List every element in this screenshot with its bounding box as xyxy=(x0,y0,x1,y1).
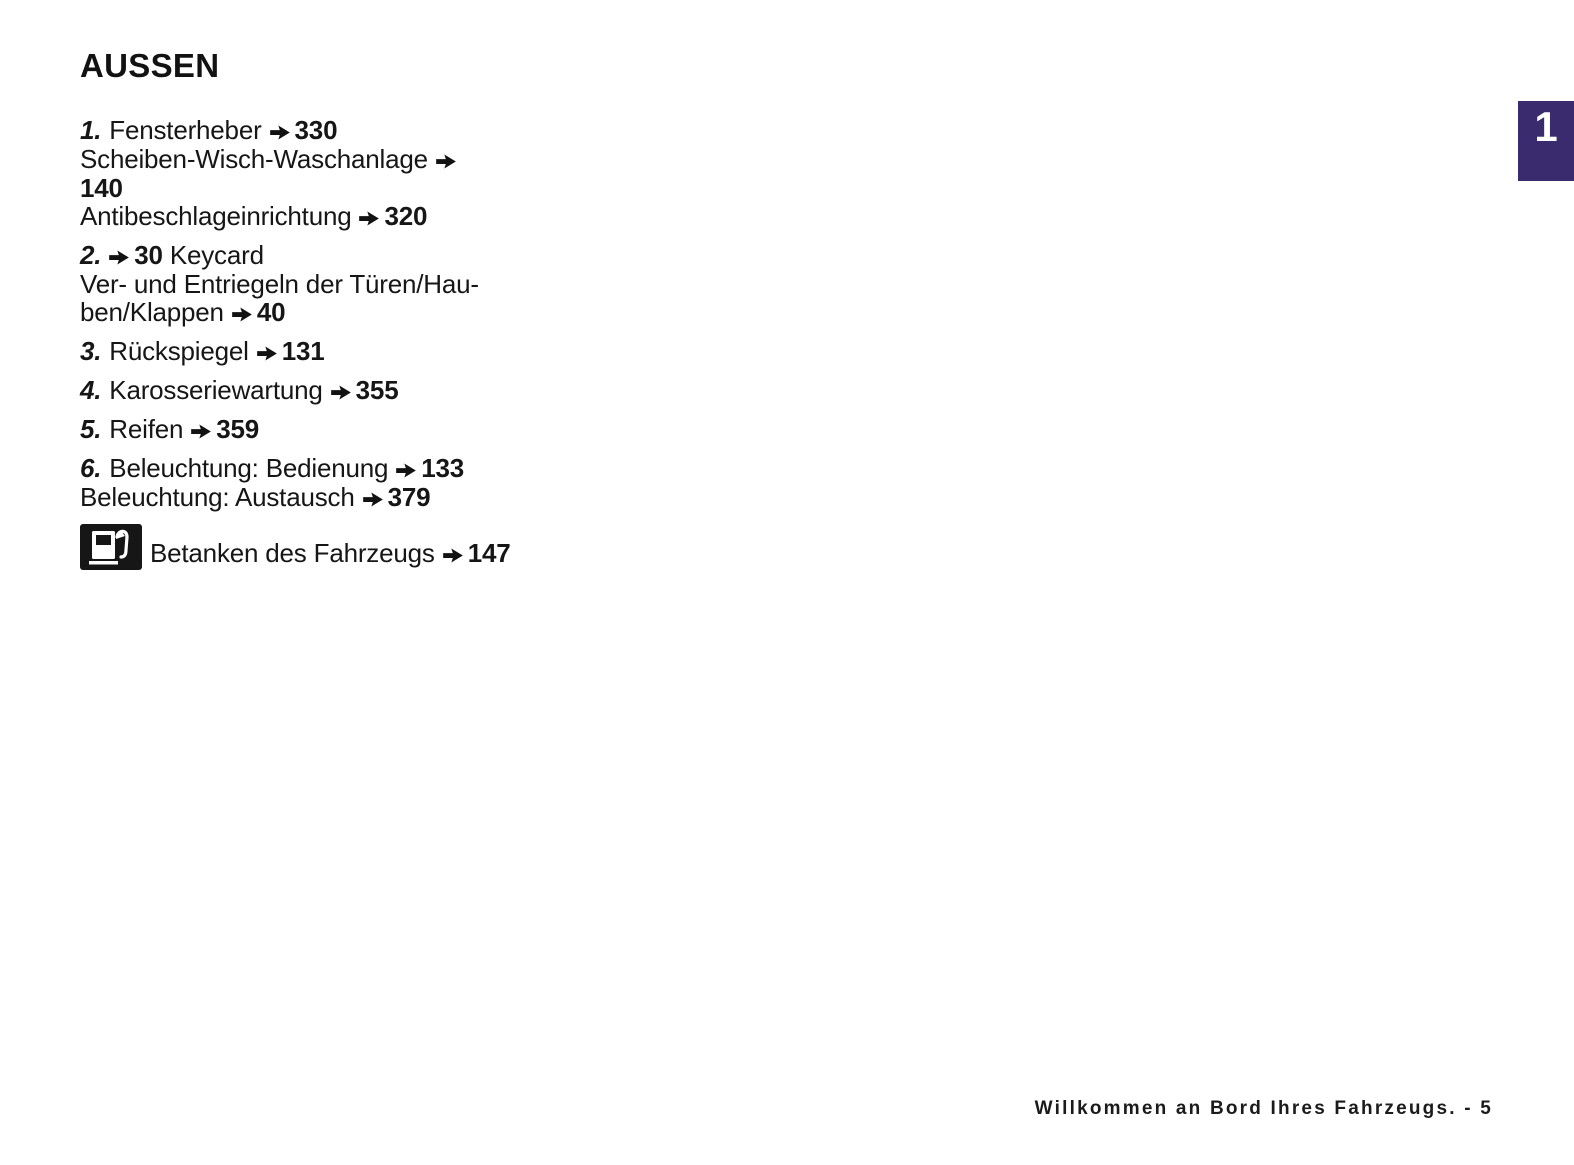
list-line xyxy=(80,376,600,405)
fuel-pump-icon xyxy=(80,524,142,570)
arrow-right-icon xyxy=(443,540,463,568)
item-text: Reifen xyxy=(109,414,184,444)
fuel-text xyxy=(150,539,510,570)
item-text: Scheiben-Wisch-Waschanlage xyxy=(80,144,428,174)
item-text: Rückspiegel xyxy=(109,336,249,366)
list-item xyxy=(80,241,600,327)
arrow-right-icon xyxy=(331,377,351,405)
page-ref: 355 xyxy=(355,375,399,405)
page-ref: 140 xyxy=(80,173,123,203)
item-number: 5. xyxy=(80,414,102,444)
item-list xyxy=(80,116,600,512)
page-ref: 133 xyxy=(421,453,465,483)
item-text: Ver- und Entriegeln der Türen/Hau- xyxy=(80,269,479,299)
list-line xyxy=(80,241,600,270)
list-line xyxy=(80,145,600,174)
list-item xyxy=(80,454,600,512)
fuel-row xyxy=(80,524,600,570)
arrow-right-icon xyxy=(396,455,416,483)
item-number: 6. xyxy=(80,453,102,483)
item-text: Beleuchtung: Austausch xyxy=(80,482,355,512)
list-line xyxy=(80,202,600,231)
page-ref: 320 xyxy=(384,201,428,231)
footer-text: Willkommen an Bord Ihres Fahrzeugs. - 5 xyxy=(1034,1098,1493,1119)
list-line xyxy=(80,270,600,298)
list-line xyxy=(80,174,600,202)
page-footer xyxy=(1035,1098,1493,1120)
list-item xyxy=(80,376,600,405)
item-number: 1. xyxy=(80,115,102,145)
list-line xyxy=(80,337,600,366)
item-text: ben/Klappen xyxy=(80,297,224,327)
arrow-right-icon xyxy=(363,484,383,512)
arrow-right-icon xyxy=(359,203,379,231)
item-number: 4. xyxy=(80,375,102,405)
arrow-right-icon xyxy=(257,338,277,366)
item-number: 2. xyxy=(80,240,102,270)
list-line xyxy=(80,116,600,145)
list-line xyxy=(80,298,600,327)
page-ref: 359 xyxy=(216,414,260,444)
list-line xyxy=(80,454,600,483)
arrow-right-icon xyxy=(191,416,211,444)
arrow-right-icon xyxy=(270,117,290,145)
list-item xyxy=(80,415,600,444)
page-ref: 330 xyxy=(294,115,338,145)
list-line xyxy=(80,483,600,512)
page-ref: 131 xyxy=(281,336,325,366)
page-ref: 147 xyxy=(467,538,511,568)
item-text: Beleuchtung: Bedienung xyxy=(109,453,389,483)
item-text: Karosseriewartung xyxy=(109,375,323,405)
arrow-right-icon xyxy=(436,146,456,174)
item-text: Keycard xyxy=(162,240,264,270)
page-ref: 30 xyxy=(134,240,163,270)
arrow-right-icon xyxy=(232,299,252,327)
item-number: 3. xyxy=(80,336,102,366)
list-line xyxy=(80,415,600,444)
page-title: AUSSEN xyxy=(80,47,220,84)
arrow-right-icon xyxy=(109,242,129,270)
chapter-number: 1 xyxy=(1534,103,1558,150)
item-text: Fensterheber xyxy=(109,115,262,145)
content xyxy=(80,46,600,570)
page-ref: 379 xyxy=(387,482,431,512)
list-item xyxy=(80,116,600,231)
chapter-tab xyxy=(1518,101,1574,181)
item-text: Betanken des Fahrzeugs xyxy=(150,538,435,568)
page-ref: 40 xyxy=(256,297,286,327)
list-item xyxy=(80,337,600,366)
item-text: Antibeschlageinrichtung xyxy=(80,201,352,231)
